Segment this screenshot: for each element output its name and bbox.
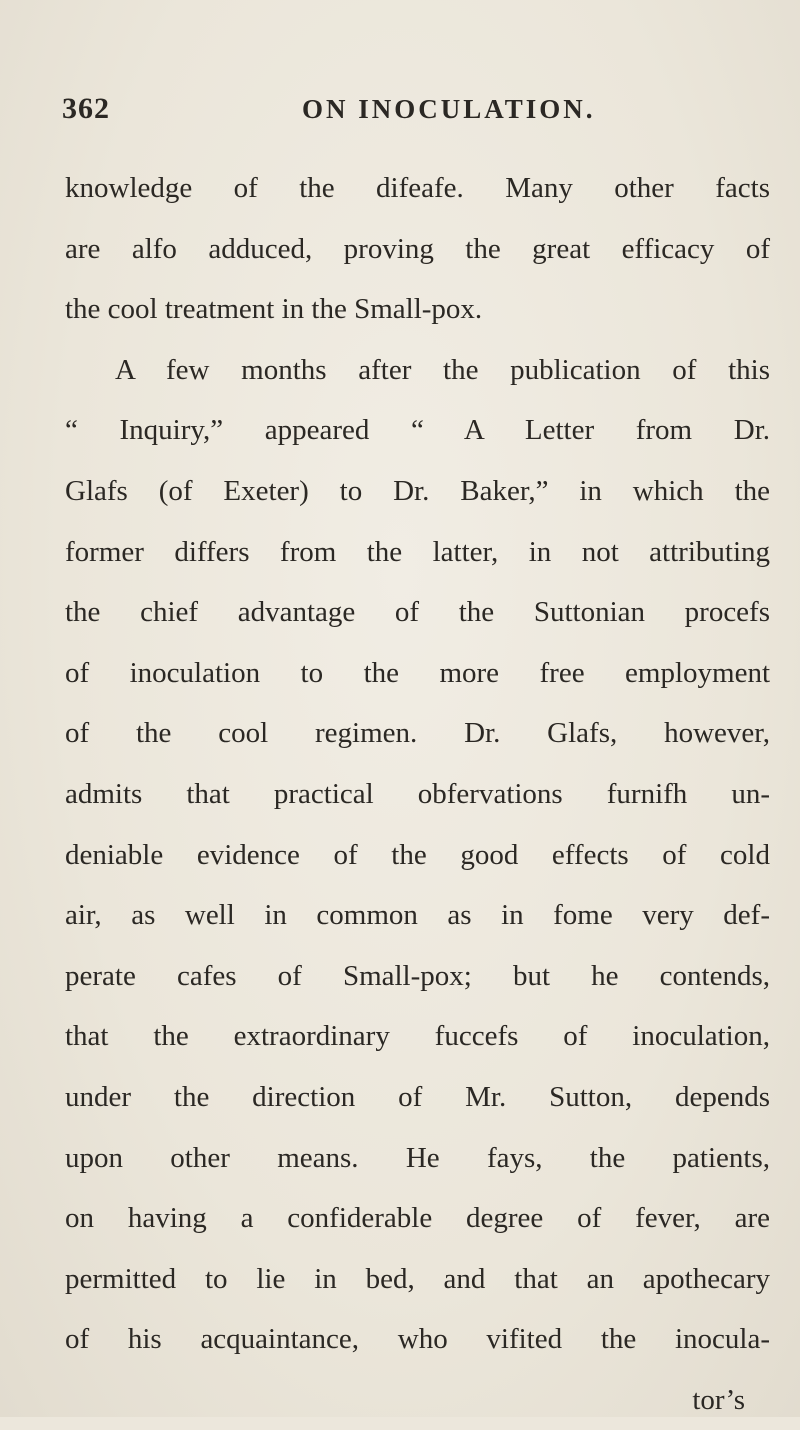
text-line: air, as well in common as in fome very def- <box>65 899 770 932</box>
running-title: ON INOCULATION. <box>302 94 596 124</box>
text-line: former differs from the latter, in not attributing <box>65 535 770 568</box>
text-line: on having a confiderable degree of fever, are <box>65 1202 770 1235</box>
text-line: the chief advantage of the Suttonian procefs <box>65 596 770 629</box>
text-line: perate cafes of Small-pox; but he contends, <box>65 959 770 992</box>
text-line: are alfo adduced, proving the great efficacy of <box>65 232 770 265</box>
text-line: “ Inquiry,” appeared “ A Letter from Dr. <box>65 414 770 447</box>
text-line: of his acquaintance, who vifited the inocula- <box>65 1323 770 1356</box>
text-line: A few months after the publication of this <box>115 353 770 386</box>
running-head <box>62 92 762 132</box>
text-line: Glafs (of Exeter) to Dr. Baker,” in which the <box>65 474 770 507</box>
catchword: tor’s <box>692 1383 745 1416</box>
text-line: under the direction of Mr. Sutton, depends <box>65 1080 770 1113</box>
text-line: of inoculation to the more free employment <box>65 656 770 689</box>
text-line: that the extraordinary fuccefs of inoculation, <box>65 1020 770 1053</box>
text-line: of the cool regimen. Dr. Glafs, however, <box>65 717 770 750</box>
text-line: the cool treatment in the Small-pox. <box>65 293 483 326</box>
page-number: 362 <box>62 92 110 125</box>
text-line: knowledge of the difeafe. Many other facts <box>65 172 770 204</box>
text-line: admits that practical obfervations furnifh un- <box>65 777 770 810</box>
text-line: upon other means. He fays, the patients, <box>65 1141 770 1174</box>
body-text <box>65 158 770 1430</box>
text-line: permitted to lie in bed, and that an apothecary <box>65 1262 770 1295</box>
text-line: deniable evidence of the good effects of cold <box>65 838 770 871</box>
